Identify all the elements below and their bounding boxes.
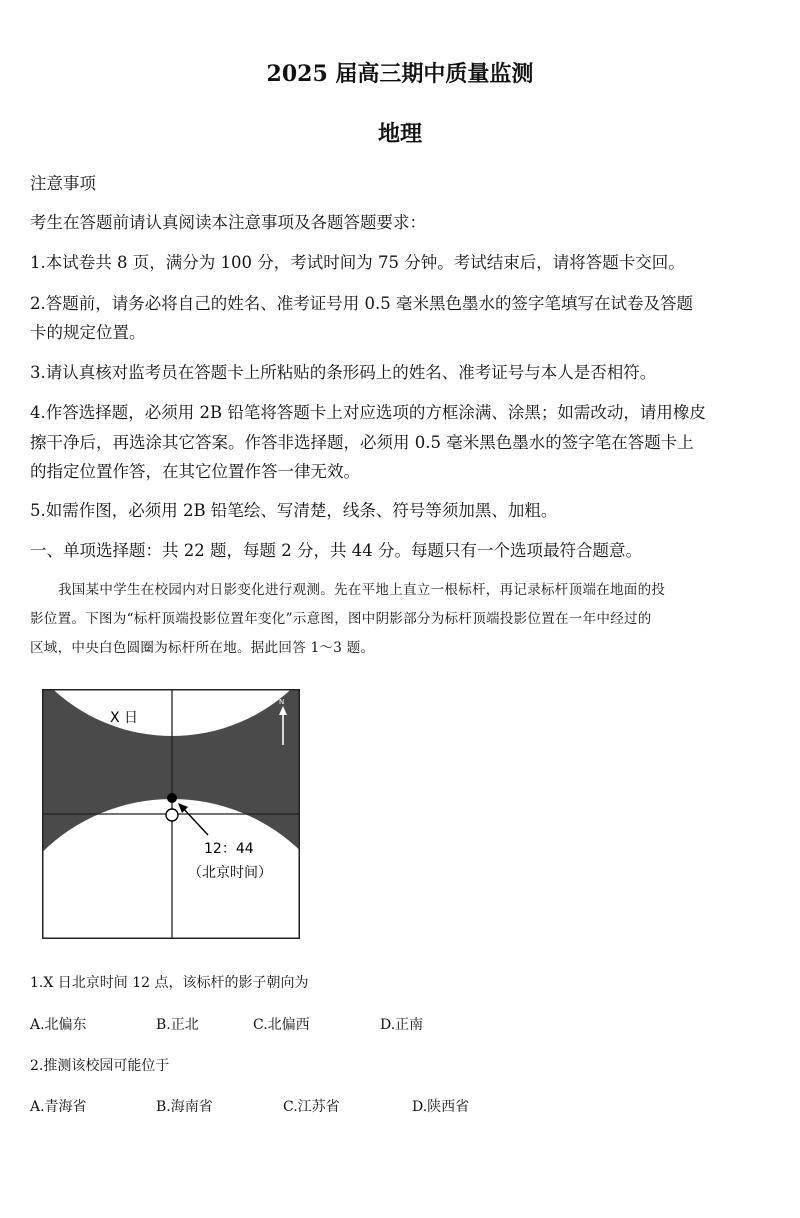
figure-svg [42,689,300,939]
shadow-projection-figure [42,689,300,939]
passage-line: 区域，中央白色圆圈为标杆所在地。据此回答 1～3 题。 [30,640,375,656]
north-label: N [279,698,285,706]
time-label: 12：44 [204,841,254,857]
passage-line: 我国某中学生在校园内对日影变化进行观测。先在平地上直立一根标杆，再记录标杆顶端在地面的投 [58,582,666,598]
question-option: A.北偏东 [30,1017,87,1033]
question-option: B.正北 [156,1017,199,1033]
notice-item: 2.答题前，请务必将自己的姓名、准考证号用 0.5 毫米黑色墨水的签字笔填写在试卷及答题 [30,294,693,313]
notice-item: 5.如需作图，必须用 2B 铅笔绘、写清楚，线条、符号等须加黑、加粗。 [30,501,558,520]
time-note-label: （北京时间） [188,865,272,881]
notice-item: 卡的规定位置。 [30,323,146,342]
notice-intro: 考生在答题前请认真阅读本注意事项及各题答题要求： [30,213,426,232]
passage-line: 影位置。下图为“标杆顶端投影位置年变化”示意图，图中阴影部分为标杆顶端投影位置在一年中经过的 [30,611,652,627]
notice-heading: 注意事项 [30,174,96,193]
question-option: C.江苏省 [283,1099,340,1115]
question-option: D.陕西省 [412,1099,470,1115]
question-stem: 1.X 日北京时间 12 点，该标杆的影子朝向为 [30,975,309,991]
x-day-label: X 日 [110,710,139,726]
exam-title: 2025 届高三期中质量监测 [266,61,534,87]
question-option: D.正南 [380,1017,424,1033]
notice-item: 1.本试卷共 8 页，满分为 100 分，考试时间为 75 分钟。考试结束后，请将答题卡交回。 [30,253,685,272]
question-option: A.青海省 [30,1099,87,1115]
question-option: B.海南省 [156,1099,213,1115]
notice-item: 擦干净后，再选涂其它答案。作答非选择题，必须用 0.5 毫米黑色墨水的签字笔在答题卡上 [30,433,694,452]
subject-title: 地理 [377,121,422,147]
notice-item: 4.作答选择题，必须用 2B 铅笔将答题卡上对应选项的方框涂满、涂黑；如需改动，请用橡皮 [30,403,706,422]
pole-location-circle [166,809,178,821]
question-option: C.北偏西 [253,1017,310,1033]
noon-shadow-point [167,793,177,803]
question-stem: 2.推测该校园可能位于 [30,1058,170,1074]
section-heading: 一、单项选择题：共 22 题，每题 2 分，共 44 分。每题只有一个选项最符合题意。 [30,541,642,560]
y-day-label: Y 日 [82,833,110,849]
notice-item: 的指定位置作答，在其它位置作答一律无效。 [30,462,360,481]
notice-item: 3.请认真核对监考员在答题卡上所粘贴的条形码上的姓名、准考证号与本人是否相符。 [30,363,657,382]
